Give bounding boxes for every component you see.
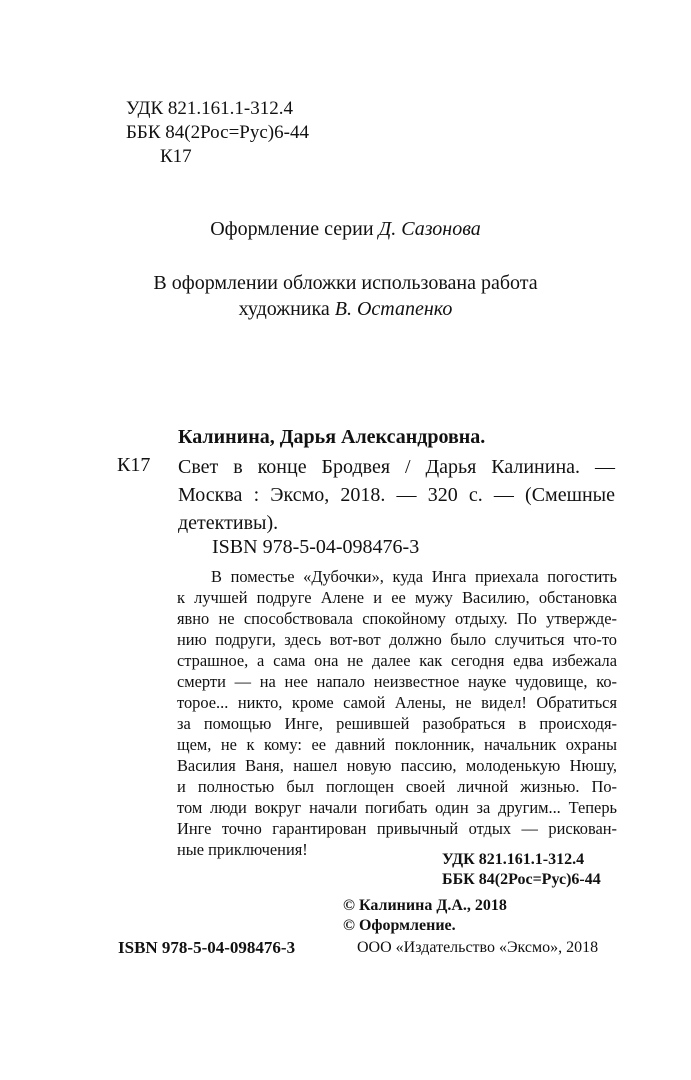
annotation-line-12: том люди вокруг начали погибать один за другим... Теперь: [177, 798, 617, 817]
series-designer-name: Д. Сазонова: [378, 218, 481, 240]
publisher-copyright: ООО «Издательство «Эксмо», 2018: [357, 939, 599, 956]
annotation-line-13: Инге точно гарантирован привычный отдых — рискован-: [177, 819, 617, 838]
cover-artist-credit: [0, 296, 691, 322]
catalog-code: К17: [117, 454, 151, 476]
catalog-line-2: Москва : Эксмо, 2018. — 320 с. — (Смешные: [178, 484, 615, 506]
catalog-line-1: Свет в конце Бродвея / Дарья Калинина. —: [178, 456, 615, 478]
cover-artist-label: художника: [238, 298, 330, 320]
annotation-line-4: нию подруги, здесь вот-вот должно было случиться что-то: [177, 630, 617, 649]
copyright-design: © Оформление.: [343, 917, 456, 934]
annotation-line-1: В поместье «Дубочки», куда Инга приехала погостить: [211, 567, 617, 586]
annotation-line-6: смерти — на нее напало неизвестное науке чудовище, ко-: [177, 672, 617, 691]
annotation-line-9: щем, не к кому: ее давний поклонник, начальник охраны: [177, 735, 617, 754]
bbk-code: ББК 84(2Рос=Рус)6-44: [126, 122, 309, 143]
udk-code: УДК 821.161.1-312.4: [126, 98, 293, 119]
catalog-author: Калинина, Дарья Александровна.: [178, 426, 486, 448]
annotation-line-2: к лучшей подруге Алене и ее мужу Василию, обстановка: [177, 588, 617, 607]
annotation-line-10: Василия Ваня, нашел новую пассию, молоденькую Нюшу,: [177, 756, 617, 775]
catalog-isbn: ISBN 978-5-04-098476-3: [212, 536, 420, 558]
annotation-line-3: явно не способствовала спокойному отдыху. По утвержде-: [177, 609, 617, 628]
annotation-bbk: ББК 84(2Рос=Рус)6-44: [442, 871, 601, 888]
series-design-label: Оформление серии: [210, 218, 374, 240]
annotation-line-7: торое... никто, кроме самой Алены, не видел! Обратиться: [177, 693, 617, 712]
author-mark: К17: [160, 146, 192, 167]
annotation-line-14: ные приключения!: [177, 840, 308, 859]
footer-isbn: ISBN 978-5-04-098476-3: [118, 938, 296, 957]
annotation-line-5: страшное, а сама она не далее как сегодня едва избежала: [177, 651, 617, 670]
cover-artist-name: В. Остапенко: [334, 298, 453, 320]
catalog-line-3: детективы).: [178, 512, 279, 534]
annotation-line-8: за помощью Инге, решившей разобраться в происходя-: [177, 714, 617, 733]
cover-credit-line: В оформлении обложки использована работа: [153, 272, 538, 294]
annotation-udk: УДК 821.161.1-312.4: [442, 851, 585, 868]
annotation-line-11: и полностью был поглощен своей личной жизнью. По-: [177, 777, 617, 796]
series-design-credit: [0, 216, 691, 242]
copyright-author: © Калинина Д.А., 2018: [343, 897, 507, 914]
